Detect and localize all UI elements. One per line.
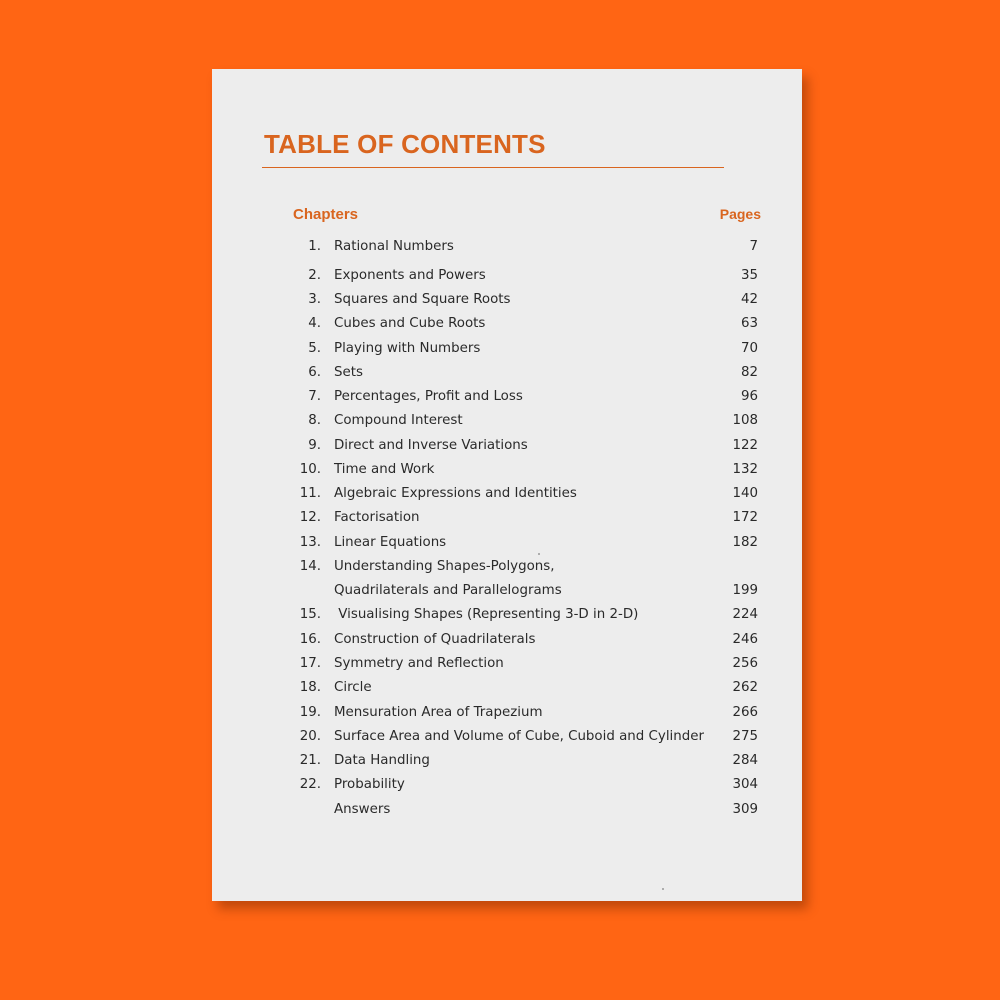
toc-row <box>212 235 802 259</box>
toc-row <box>212 361 802 385</box>
toc-title: TABLE OF CONTENTS <box>264 129 546 159</box>
chapter-title: Construction of Quadrilaterals <box>334 632 536 647</box>
toc-row <box>212 749 802 773</box>
page-number: 172 <box>732 510 758 525</box>
chapter-number: 7. <box>308 389 321 404</box>
chapter-title: Exponents and Powers <box>334 268 486 283</box>
chapter-title: Symmetry and Reflection <box>334 656 504 671</box>
title-underline <box>262 167 724 168</box>
chapter-number: 14. <box>299 559 321 574</box>
chapter-title: Algebraic Expressions and Identities <box>334 486 577 501</box>
page-number: 304 <box>732 777 758 792</box>
chapter-title: Cubes and Cube Roots <box>334 316 486 331</box>
page-number: 96 <box>740 389 758 404</box>
toc-row <box>212 652 802 676</box>
toc-row <box>212 482 802 506</box>
page-number: 262 <box>732 680 758 695</box>
toc-row <box>212 676 802 700</box>
toc-row <box>212 579 802 603</box>
page-number: 42 <box>740 292 758 307</box>
chapter-title: Linear Equations <box>334 535 447 550</box>
chapter-title: Playing with Numbers <box>334 341 481 356</box>
chapter-number: 17. <box>299 656 321 671</box>
toc-row <box>212 555 802 579</box>
page-number: 224 <box>732 607 758 622</box>
chapter-title: Direct and Inverse Variations <box>334 438 528 453</box>
page-number: 284 <box>732 753 758 768</box>
toc-row <box>212 458 802 482</box>
page-number: 82 <box>740 365 758 380</box>
chapter-number: 22. <box>299 777 321 792</box>
toc-row <box>212 773 802 797</box>
page-number: 35 <box>740 268 758 283</box>
chapter-number: 20. <box>299 729 321 744</box>
pages-header: Pages <box>719 206 761 222</box>
chapter-title: Answers <box>334 802 391 817</box>
chapter-number: 21. <box>299 753 321 768</box>
page-number: 199 <box>732 583 758 598</box>
chapter-number: 9. <box>308 438 321 453</box>
chapter-number: 15. <box>299 607 321 622</box>
chapter-number: 5. <box>308 341 321 356</box>
chapter-number: 10. <box>299 462 321 477</box>
toc-row <box>212 725 802 749</box>
chapter-title: Factorisation <box>334 510 420 525</box>
toc-row <box>212 288 802 312</box>
page-number: 122 <box>732 438 758 453</box>
chapter-title: Mensuration Area of Trapezium <box>334 705 543 720</box>
chapter-title: Circle <box>334 680 372 695</box>
page-number: 182 <box>732 535 758 550</box>
chapter-title: Percentages, Profit and Loss <box>334 389 523 404</box>
page-number: 309 <box>732 802 758 817</box>
chapter-number: 6. <box>308 365 321 380</box>
page-number: 7 <box>749 239 758 254</box>
chapter-title: Squares and Square Roots <box>334 292 511 307</box>
chapter-title: Quadrilaterals and Parallelograms <box>334 583 562 598</box>
toc-sheet <box>212 69 802 901</box>
toc-row <box>212 701 802 725</box>
chapter-number: 12. <box>299 510 321 525</box>
chapter-number: 16. <box>299 632 321 647</box>
toc-row <box>212 312 802 336</box>
chapter-number: 1. <box>308 239 321 254</box>
chapter-number: 3. <box>308 292 321 307</box>
chapter-title: Compound Interest <box>334 413 463 428</box>
chapter-number: 11. <box>299 486 321 501</box>
toc-row <box>212 798 802 822</box>
page-number: 63 <box>740 316 758 331</box>
chapter-title: Sets <box>334 365 363 380</box>
chapter-title: Data Handling <box>334 753 430 768</box>
chapters-header: Chapters <box>293 206 359 223</box>
page-number: 246 <box>732 632 758 647</box>
toc-row <box>212 531 802 555</box>
chapter-title: Visualising Shapes (Representing 3-D in 2-D) <box>334 607 639 622</box>
toc-row <box>212 337 802 361</box>
toc-row <box>212 506 802 530</box>
toc-row <box>212 264 802 288</box>
toc-row <box>212 434 802 458</box>
chapter-title: Rational Numbers <box>334 239 454 254</box>
toc-row <box>212 385 802 409</box>
chapter-title: Understanding Shapes-Polygons, <box>334 559 555 574</box>
toc-row <box>212 603 802 627</box>
paper-speck <box>538 553 540 555</box>
chapter-title: Surface Area and Volume of Cube, Cuboid and Cylinder <box>334 729 705 744</box>
page-number: 140 <box>732 486 758 501</box>
page-number: 256 <box>732 656 758 671</box>
page-number: 70 <box>740 341 758 356</box>
chapter-number: 19. <box>299 705 321 720</box>
page-number: 275 <box>732 729 758 744</box>
page-number: 108 <box>732 413 758 428</box>
toc-row <box>212 628 802 652</box>
chapter-number: 8. <box>308 413 321 428</box>
chapter-number: 2. <box>308 268 321 283</box>
page-number: 132 <box>732 462 758 477</box>
chapter-number: 4. <box>308 316 321 331</box>
chapter-title: Probability <box>334 777 405 792</box>
toc-row <box>212 409 802 433</box>
paper-speck <box>662 888 664 890</box>
chapter-title: Time and Work <box>334 462 435 477</box>
chapter-number: 18. <box>299 680 321 695</box>
chapter-number: 13. <box>299 535 321 550</box>
page-number: 266 <box>732 705 758 720</box>
